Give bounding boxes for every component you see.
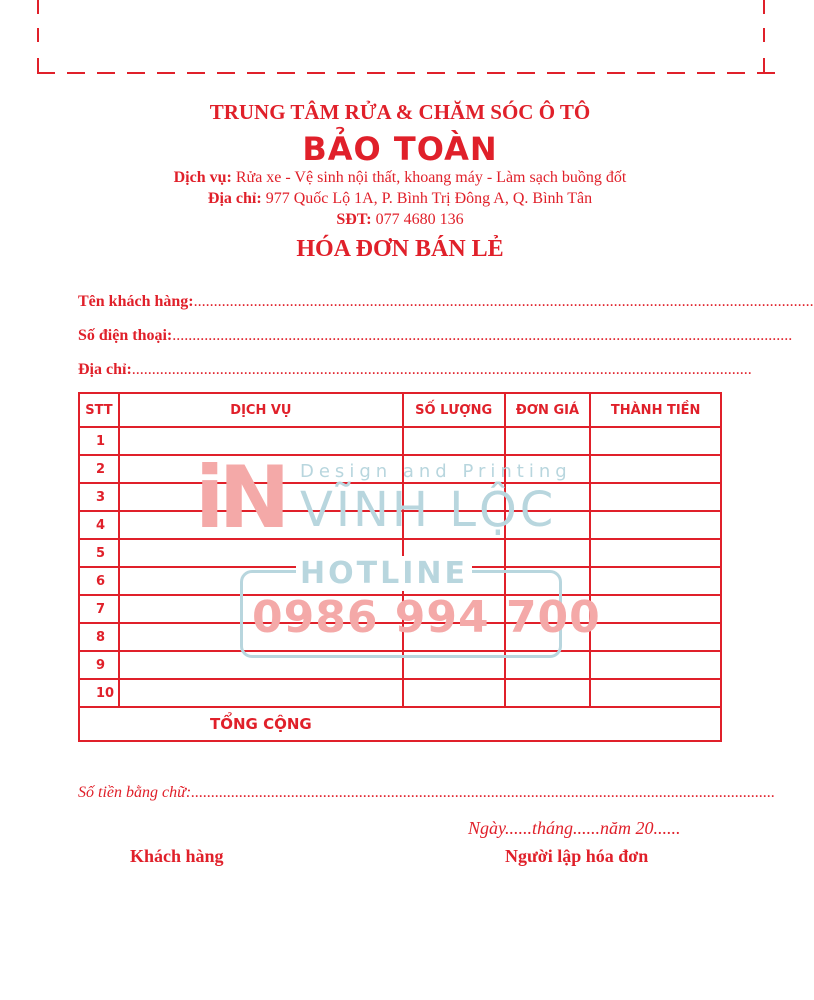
row-number: 10 (79, 679, 119, 707)
stub-dash (577, 72, 595, 74)
table-row (79, 679, 721, 707)
row-quantity-cell[interactable] (403, 427, 505, 455)
customer-phone-field[interactable] (78, 327, 793, 345)
stub-dash (127, 72, 145, 74)
stub-dash (217, 72, 235, 74)
stub-dash (247, 72, 265, 74)
customer-address-field[interactable] (78, 361, 752, 379)
customer-name-dots: ........................................................................................................................................................... (193, 293, 814, 310)
customer-address-label: Địa chỉ: (78, 361, 132, 378)
stub-dash (187, 72, 205, 74)
watermark-brand: VĨNH LỘC (300, 482, 557, 538)
stub-dash (307, 72, 325, 74)
stub-dash (457, 72, 475, 74)
stub-dash (763, 58, 765, 72)
header-stt: STT (79, 393, 119, 427)
document-title: HÓA ĐƠN BÁN LẺ (296, 236, 504, 262)
table-header-row (79, 393, 721, 427)
phone-value: 077 4680 136 (375, 211, 464, 228)
shop-phone (0, 211, 800, 229)
row-number: 7 (79, 595, 119, 623)
date-line: Ngày......tháng......năm 20...... (468, 818, 681, 838)
signature-customer: Khách hàng (130, 846, 224, 866)
shop-name: BẢO TOÀN (302, 130, 498, 168)
row-total-cell[interactable] (590, 539, 721, 567)
amount-in-words-field[interactable] (78, 784, 776, 802)
row-total-cell[interactable] (590, 595, 721, 623)
stub-dash (67, 72, 85, 74)
stub-dash (367, 72, 385, 74)
watermark-hotline-number: 0986 994 700 (252, 592, 601, 643)
stub-dash (37, 28, 39, 42)
row-total-cell[interactable] (590, 511, 721, 539)
row-total-cell[interactable] (590, 483, 721, 511)
customer-phone-label: Số điện thoại: (78, 327, 173, 344)
table-total-row (79, 707, 721, 741)
address-label: Địa chỉ: (207, 190, 262, 207)
row-number: 8 (79, 623, 119, 651)
stub-dash (487, 72, 505, 74)
row-total-cell[interactable] (590, 427, 721, 455)
row-total-cell[interactable] (590, 679, 721, 707)
stub-dash (757, 72, 775, 74)
address-value: 977 Quốc Lộ 1A, P. Bình Trị Đông A, Q. Bình Tân (265, 190, 593, 207)
row-service-cell[interactable] (119, 679, 403, 707)
stub-dash (97, 72, 115, 74)
stub-dash (337, 72, 355, 74)
stub-dash (277, 72, 295, 74)
stub-dash (157, 72, 175, 74)
shop-services (0, 169, 800, 187)
stub-dash (397, 72, 415, 74)
total-label: TỔNG CỘNG (79, 707, 721, 741)
header-service: DỊCH VỤ (119, 393, 403, 427)
row-number: 2 (79, 455, 119, 483)
row-total-cell[interactable] (590, 567, 721, 595)
receipt-stub-border (37, 0, 765, 74)
customer-name-label: Tên khách hàng: (78, 293, 194, 310)
stub-dash (37, 72, 55, 74)
stub-dash (637, 72, 655, 74)
stub-dash (37, 0, 39, 14)
stub-dash (763, 28, 765, 42)
row-total-cell[interactable] (590, 651, 721, 679)
stub-dash (37, 58, 39, 72)
row-number: 9 (79, 651, 119, 679)
signature-issuer: Người lập hóa đơn (505, 846, 649, 866)
row-unit-price-cell[interactable] (505, 539, 591, 567)
phone-label: SĐT: (336, 211, 372, 228)
services-label: Dịch vụ: (173, 169, 232, 186)
stub-dash (547, 72, 565, 74)
row-number: 4 (79, 511, 119, 539)
stub-dash (697, 72, 715, 74)
amount-in-words-dots: .................................................................................................................................................. (191, 784, 776, 801)
header-quantity: SỐ LƯỢNG (403, 393, 505, 427)
watermark-tagline: Design and Printing (300, 461, 572, 482)
row-number: 1 (79, 427, 119, 455)
services-value: Rửa xe - Vệ sinh nội thất, khoang máy - Làm sạch buồng đốt (235, 169, 627, 186)
header-total: THÀNH TIỀN (590, 393, 721, 427)
row-total-cell[interactable] (590, 455, 721, 483)
customer-address-dots: ........................................................................................................................................................... (131, 361, 752, 378)
watermark-hotline-label: HOTLINE (296, 556, 472, 591)
table-row (79, 427, 721, 455)
stub-dash (427, 72, 445, 74)
shop-tagline: TRUNG TÂM RỬA & CHĂM SÓC Ô TÔ (209, 100, 591, 124)
customer-name-field[interactable] (78, 293, 814, 311)
row-number: 6 (79, 567, 119, 595)
header-unit-price: ĐƠN GIÁ (505, 393, 591, 427)
row-quantity-cell[interactable] (403, 679, 505, 707)
row-number: 3 (79, 483, 119, 511)
stub-dash (763, 0, 765, 14)
stub-dash (727, 72, 745, 74)
row-total-cell[interactable] (590, 623, 721, 651)
row-unit-price-cell[interactable] (505, 427, 591, 455)
customer-phone-dots: ........................................................................................................................................................... (172, 327, 793, 344)
watermark-logo: iN (195, 448, 285, 548)
shop-address (0, 190, 800, 208)
row-number: 5 (79, 539, 119, 567)
stub-dash (517, 72, 535, 74)
stub-dash (607, 72, 625, 74)
stub-dash (667, 72, 685, 74)
row-unit-price-cell[interactable] (505, 679, 591, 707)
amount-in-words-label: Số tiền bằng chữ: (78, 784, 192, 801)
